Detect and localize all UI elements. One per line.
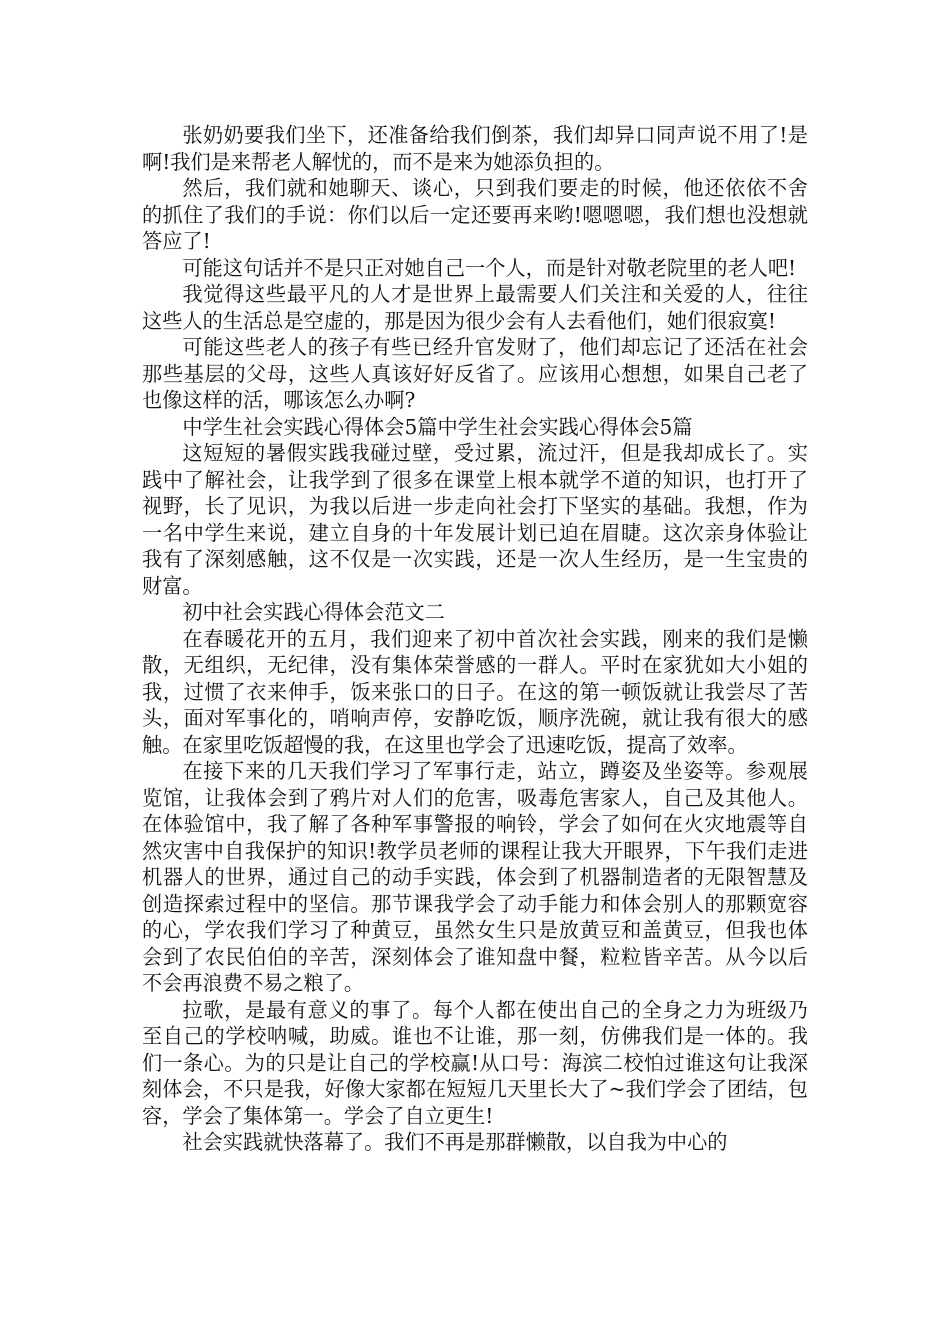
paragraph: 拉歌，是最有意义的事了。每个人都在使出自己的全身之力为班级乃至自己的学校呐喊，助威。谁也不让谁，那一刻，仿佛我们是一体的。我们一条心。为的只是让自己的学校赢!从口号：海滨二校怕过谁这句让我深刻体会，不只是我，好像大家都在短短几天里长大了~我们学会了团结，包容，学会了集体第一。学会了自立更生! — [142, 997, 808, 1128]
paragraph: 这短短的暑假实践我碰过壁，受过累，流过汗，但是我却成长了。实践中了解社会，让我学到了很多在课堂上根本就学不道的知识，也打开了视野，长了见识，为我以后进一步走向社会打下坚实的基础。我想，作为一名中学生来说，建立自身的十年发展计划已迫在眉睫。这次亲身体验让我有了深刻感触，这不仅是一次实践，还是一次人生经历，是一生宝贵的财富。 — [142, 441, 808, 598]
paragraph: 张奶奶要我们坐下，还准备给我们倒茶，我们却异口同声说不用了!是啊!我们是来帮老人解忧的，而不是来为她添负担的。 — [142, 123, 808, 174]
paragraph: 可能这句话并不是只正对她自己一个人，而是针对敬老院里的老人吧! — [182, 255, 797, 280]
document-body — [142, 122, 808, 1156]
paragraph: 社会实践就快落幕了。我们不再是那群懒散，以自我为中心的 — [182, 1130, 728, 1154]
paragraph: 我觉得这些最平凡的人才是世界上最需要人们关注和关爱的人，往往这些人的生活总是空虚的，那是因为很少会有人去看他们，她们很寂寞! — [142, 282, 808, 333]
section-heading: 初中社会实践心得体会范文二 — [182, 600, 445, 624]
paragraph: 可能这些老人的孩子有些已经升官发财了，他们却忘记了还活在社会那些基层的父母，这些人真该好好反省了。应该用心想想，如果自己老了也像这样的活，哪该怎么办啊? — [142, 335, 808, 412]
section-heading: 中学生社会实践心得体会5篇中学生社会实践心得体会5篇 — [182, 414, 693, 439]
paragraph: 然后，我们就和她聊天、谈心，只到我们要走的时候，他还依依不舍的抓住了我们的手说：你们以后一定还要再来哟!嗯嗯嗯，我们想也没想就答应了! — [142, 176, 808, 253]
paragraph: 在春暖花开的五月，我们迎来了初中首次社会实践，刚来的我们是懒散，无组织，无纪律，没有集体荣誉感的一群人。平时在家犹如大小姐的我，过惯了衣来伸手，饭来张口的日子。在这的第一顿饭就让我尝尽了苦头，面对军事化的，哨响声停，安静吃饭，顺序洗碗，就让我有很大的感触。在家里吃饭超慢的我，在这里也学会了迅速吃饭，提高了效率。 — [142, 626, 808, 757]
paragraph: 在接下来的几天我们学习了军事行走，站立，蹲姿及坐姿等。参观展览馆，让我体会到了鸦片对人们的危害，吸毒危害家人，自己及其他人。在体验馆中，我了解了各种军事警报的响铃，学会了如何在火灾地震等自然灾害中自我保护的知识!教学员老师的课程让我大开眼界，下午我们走进机器人的世界，通过自己的动手实践，体会到了机器制造者的无限智慧及创造探索过程中的坚信。那节课我学会了动手能力和体会别人的那颗宽容的心，学农我们学习了种黄豆，虽然女生只是放黄豆和盖黄豆，但我也体会到了农民伯伯的辛苦，深刻体会了谁知盘中餐，粒粒皆辛苦。从今以后不会再浪费不易之粮了。 — [142, 759, 808, 995]
